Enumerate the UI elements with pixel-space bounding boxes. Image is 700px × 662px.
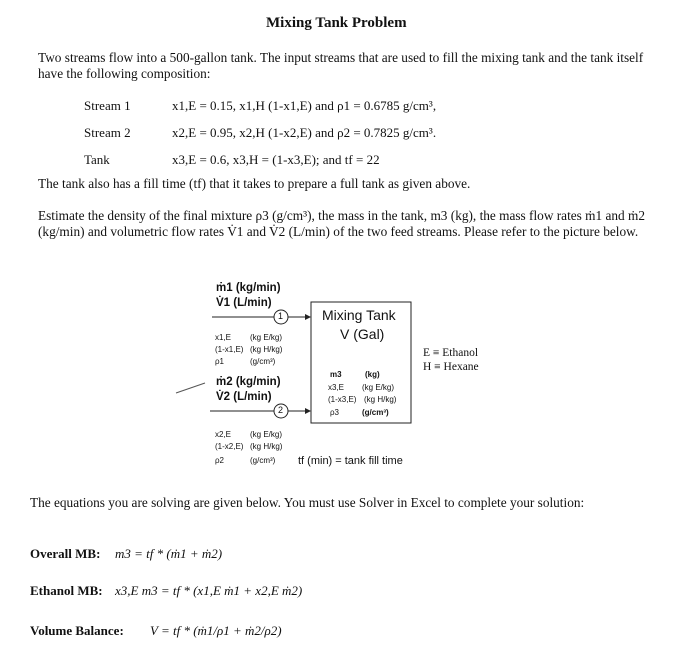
m3-label: m3	[330, 370, 342, 379]
v1-label: V̇1 (L/min)	[216, 297, 272, 309]
page-title: Mixing Tank Problem	[266, 15, 407, 31]
x1e-unit: (kg E/kg)	[250, 333, 283, 342]
pen-mark	[176, 383, 205, 393]
m3-unit: (kg)	[365, 370, 380, 379]
overall-mb-label: Overall MB:	[30, 546, 101, 561]
m1-label: ṁ1 (kg/min)	[216, 282, 281, 294]
rho2-unit: (g/cm³)	[250, 456, 276, 465]
rho2-label: ρ2	[215, 456, 224, 465]
x3h-unit: (kg H/kg)	[364, 395, 397, 404]
stream-2-label: Stream 2	[84, 125, 131, 140]
v2-label: V̇2 (L/min)	[216, 391, 272, 403]
stream-2-spec: x2,E = 0.95, x2,H (1-x2,E) and ρ2 = 0.7825 g/cm³.	[172, 125, 437, 140]
estimate-paragraph: Estimate the density of the final mixture ρ3 (g/cm³), the mass in the tank, m3 (kg), the mass flow rates ṁ1 and ṁ2 (kg/min) and volumetric flow rates V̇1 and V̇2 (L/min) of the two feed streams. Please refer to the picture below.	[38, 208, 646, 239]
x3e-unit: (kg E/kg)	[362, 383, 395, 392]
stream-1-label: Stream 1	[84, 98, 131, 113]
x2e-unit: (kg E/kg)	[250, 430, 283, 439]
rho1-label: ρ1	[215, 357, 224, 366]
stream-1-arrowhead	[305, 314, 311, 320]
x2e-label: x2,E	[215, 430, 232, 439]
tf-definition: tf (min) = tank fill time	[298, 455, 403, 467]
rho3-label: ρ3	[330, 408, 339, 417]
x1h-label: (1-x1,E)	[215, 345, 244, 354]
x2h-unit: (kg H/kg)	[250, 442, 283, 451]
tank-label: Tank	[84, 152, 110, 167]
volume-balance-label: Volume Balance:	[30, 623, 124, 638]
ethanol-mb-equation: x3,E m3 = tf * (x1,E ṁ1 + x2,E ṁ2)	[115, 583, 303, 598]
tank-spec: x3,E = 0.6, x3,H = (1-x3,E); and tf = 22	[172, 152, 380, 167]
intro-paragraph: Two streams flow into a 500-gallon tank. The input streams that are used to fill the mixing tank and the tank itself have the following composition:	[38, 50, 644, 81]
ethanol-mb-label: Ethanol MB:	[30, 583, 103, 598]
x3h-label: (1-x3,E)	[328, 395, 357, 404]
equations-paragraph: The equations you are solving are given below. You must use Solver in Excel to complete your solution:	[30, 495, 585, 510]
tank-volume: V (Gal)	[340, 326, 385, 342]
node-2-label: 2	[278, 405, 284, 415]
m2-label: ṁ2 (kg/min)	[216, 376, 281, 388]
fill-time-paragraph: The tank also has a fill time (tf) that it takes to prepare a full tank as given above.	[38, 176, 471, 191]
volume-balance-equation: V = tf * (ṁ1/ρ1 + ṁ2/ρ2)	[150, 623, 282, 638]
stream-2-arrowhead	[305, 408, 311, 414]
legend-ethanol: E ≡ Ethanol	[423, 347, 479, 359]
x1e-label: x1,E	[215, 333, 232, 342]
rho3-unit: (g/cm³)	[362, 408, 389, 417]
x1h-unit: (kg H/kg)	[250, 345, 283, 354]
node-1-label: 1	[278, 311, 284, 321]
overall-mb-equation: m3 = tf * (ṁ1 + ṁ2)	[115, 546, 223, 561]
stream-1-spec: x1,E = 0.15, x1,H (1-x1,E) and ρ1 = 0.6785 g/cm³,	[172, 98, 437, 113]
x3e-label: x3,E	[328, 383, 345, 392]
rho1-unit: (g/cm³)	[250, 357, 276, 366]
legend-hexane: H ≡ Hexane	[423, 361, 479, 373]
x2h-label: (1-x2,E)	[215, 442, 244, 451]
tank-title: Mixing Tank	[322, 307, 396, 323]
